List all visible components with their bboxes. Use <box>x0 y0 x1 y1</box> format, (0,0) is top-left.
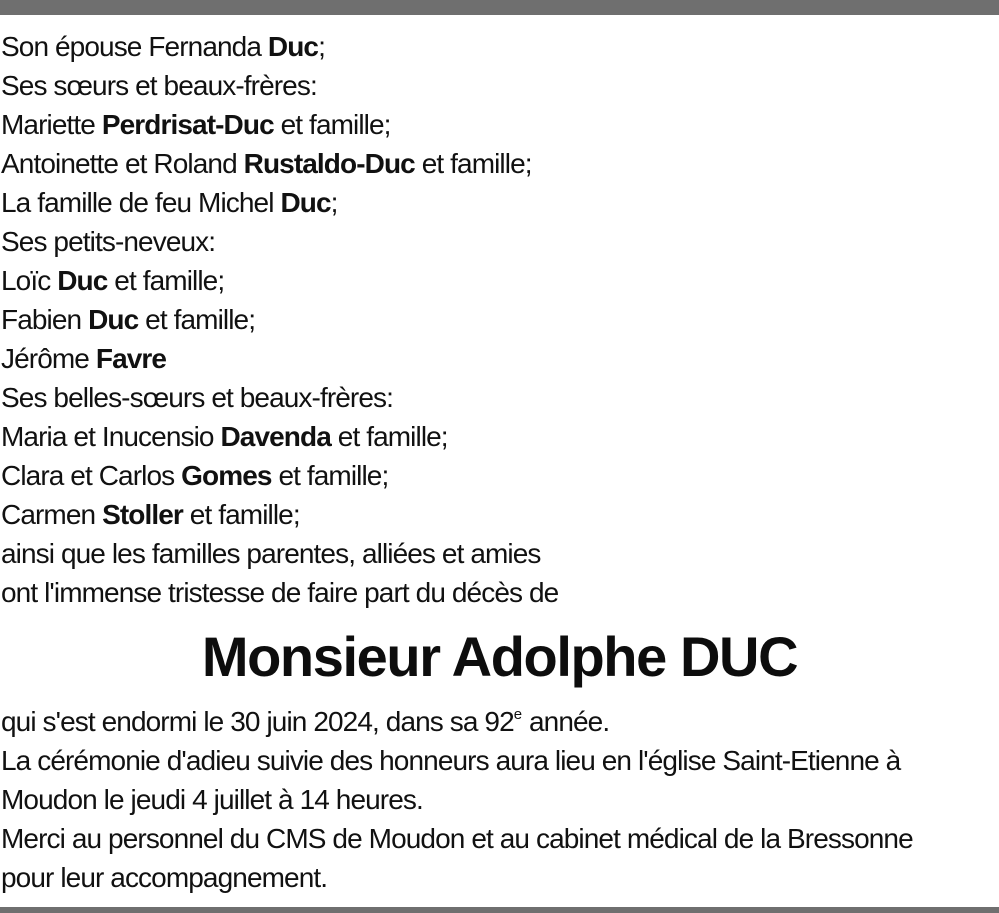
line-text: ainsi que les familles parentes, alliées et amies <box>1 538 541 569</box>
line-suffix: et famille; <box>414 148 532 179</box>
line-suffix: et famille; <box>330 421 448 452</box>
line-text: Jérôme <box>1 343 96 374</box>
surname: Rustaldo-Duc <box>243 148 415 179</box>
line-text: Son épouse Fernanda <box>1 31 268 62</box>
surname: Perdrisat-Duc <box>101 109 274 140</box>
surname: Stoller <box>102 499 183 530</box>
family-line <box>1 261 558 300</box>
family-line <box>1 222 558 261</box>
line-text: Antoinette et Roland <box>1 148 244 179</box>
surname: Duc <box>88 304 139 335</box>
family-line <box>1 339 558 378</box>
bottom-rule <box>0 907 999 913</box>
line-text: Loïc <box>1 265 58 296</box>
line-suffix: et famille; <box>182 499 300 530</box>
surname: Duc <box>280 187 331 218</box>
line-suffix: et famille; <box>138 304 256 335</box>
closing-text <box>1 702 913 897</box>
line-suffix: et famille; <box>107 265 225 296</box>
line-text: Maria et Inucensio <box>1 421 221 452</box>
family-line <box>1 456 558 495</box>
top-rule <box>0 0 999 15</box>
line-text: La famille de feu Michel <box>1 187 281 218</box>
family-line <box>1 105 558 144</box>
closing-line <box>1 702 913 741</box>
closing-line: La cérémonie d'adieu suivie des honneurs aura lieu en l'église Saint-Etienne à <box>1 745 901 776</box>
line-text: Clara et Carlos <box>1 460 182 491</box>
line-text: Carmen <box>1 499 103 530</box>
family-line <box>1 534 558 573</box>
surname: Gomes <box>181 460 272 491</box>
ordinal-superscript: e <box>513 706 523 723</box>
line-suffix: ; <box>318 31 325 62</box>
line-text: Mariette <box>1 109 102 140</box>
line-text: Fabien <box>1 304 89 335</box>
family-line <box>1 573 558 612</box>
line-suffix: et famille; <box>273 109 391 140</box>
surname: Davenda <box>220 421 331 452</box>
line-text: Ses belles-sœurs et beaux-frères: <box>1 382 394 413</box>
family-line <box>1 183 558 222</box>
family-list <box>1 27 558 612</box>
closing-line: pour leur accompagnement. <box>1 862 328 893</box>
family-line <box>1 417 558 456</box>
surname: Duc <box>267 31 319 62</box>
line-text: Ses sœurs et beaux-frères: <box>1 70 317 101</box>
line-suffix: ; <box>330 187 338 218</box>
family-line <box>1 495 558 534</box>
surname: Favre <box>95 343 167 374</box>
surname: Duc <box>57 265 108 296</box>
line-suffix: année. <box>522 706 610 737</box>
family-line <box>1 378 558 417</box>
family-line <box>1 144 558 183</box>
family-line <box>1 27 558 66</box>
line-text: ont l'immense tristesse de faire part du décès de <box>1 577 559 608</box>
line-text: Ses petits-neveux: <box>1 226 216 257</box>
deceased-name-heading: Monsieur Adolphe DUC <box>201 625 798 688</box>
family-line <box>1 300 558 339</box>
family-line <box>1 66 558 105</box>
line-suffix: et famille; <box>271 460 389 491</box>
line-text: qui s'est endormi le 30 juin 2024, dans sa 92 <box>1 706 514 737</box>
closing-line: Merci au personnel du CMS de Moudon et au cabinet médical de la Bressonne <box>1 823 913 854</box>
closing-line: Moudon le jeudi 4 juillet à 14 heures. <box>1 784 423 815</box>
